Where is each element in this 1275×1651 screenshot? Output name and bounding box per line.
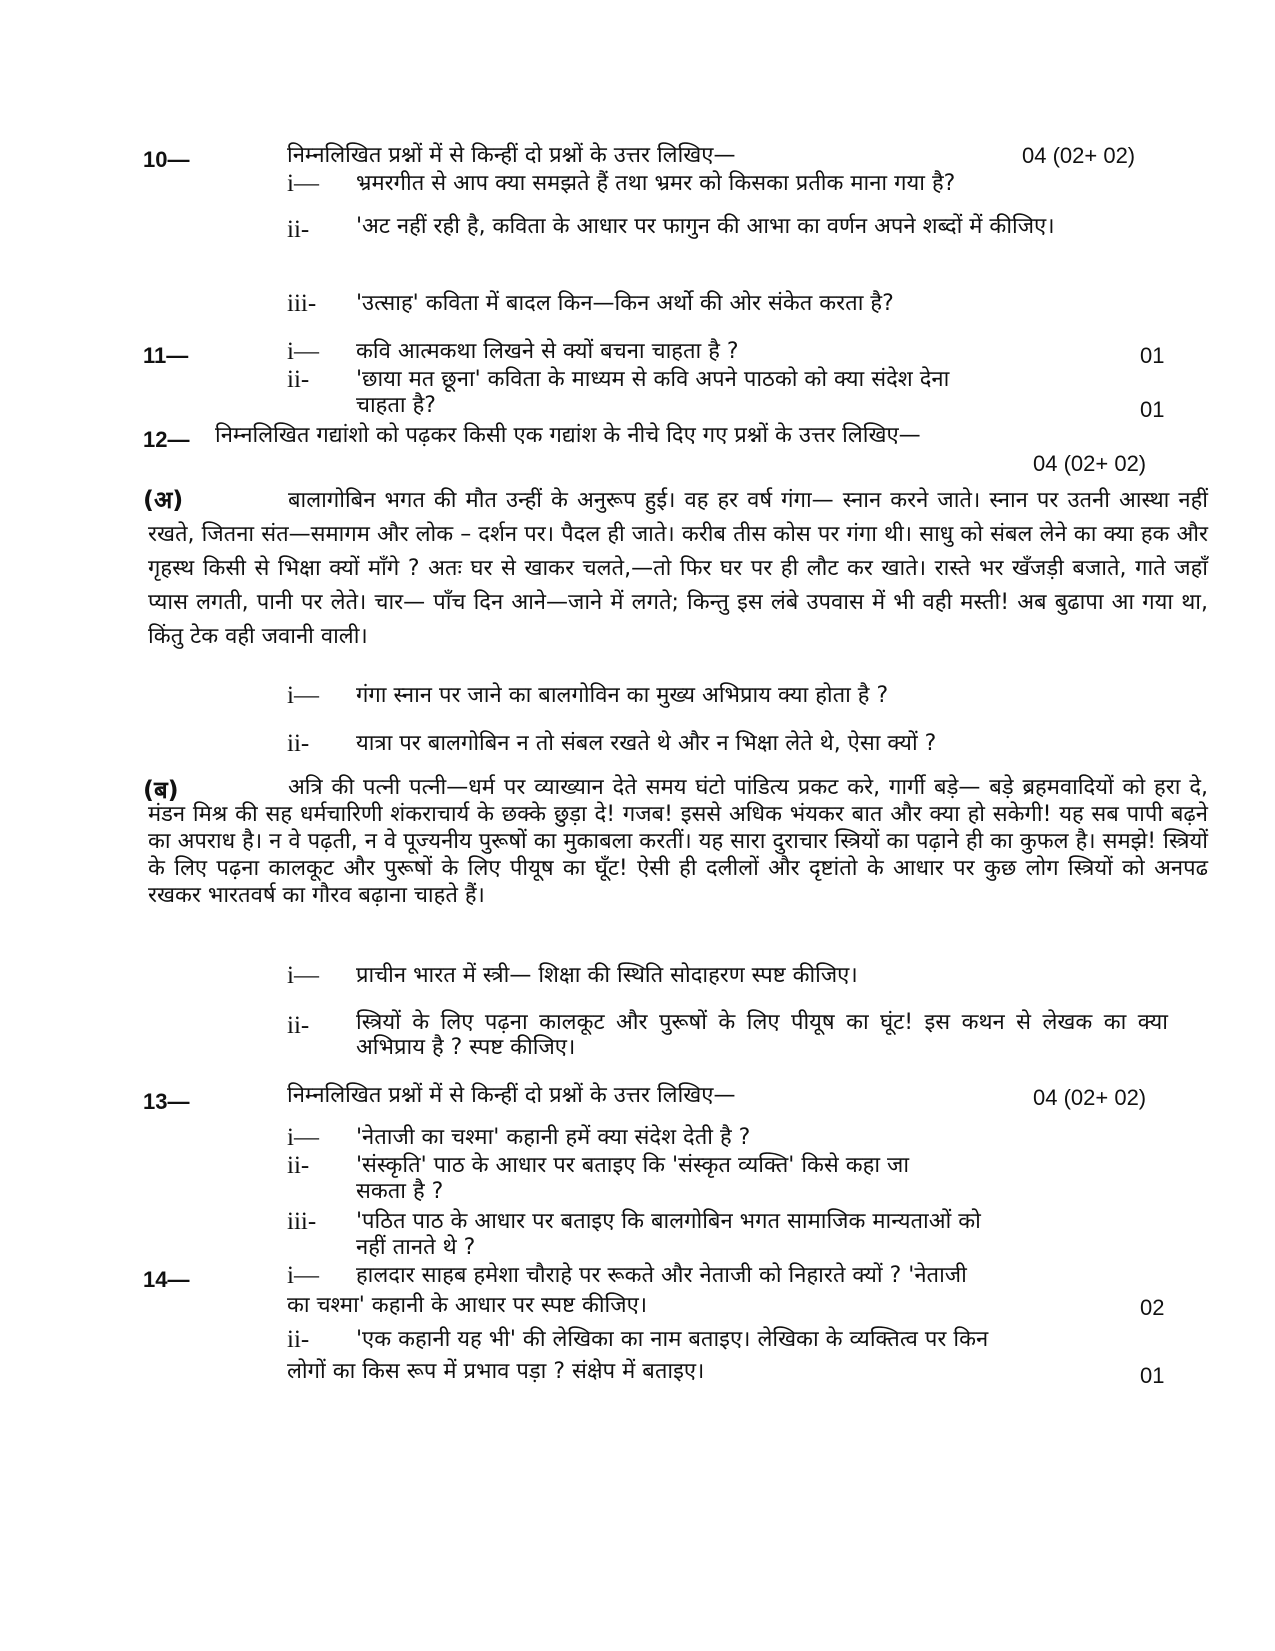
q13-ii-num: ii- <box>287 1152 310 1179</box>
passage-a-text: बालागोबिन भगत की मौत उन्हीं के अनुरूप हुई। वह हर वर्ष गंगा— स्नान करने जाते। स्नान पर उतनी आस्था नहीं रखते, जितना संत—समागम और लोक – दर्शन पर। पैदल ही जाते। करीब तीस कोस पर गंगा थी। साधु को संबल लेने का क्या हक और गृहस्थ किसी से भिक्षा क्यों माँगे ? अतः घर से खाकर चलते,—तो फिर घर पर ही लौट कर खाते। रास्ते भर खँजड़ी बजाते, गाते जहाँ प्यास लगती, पानी पर लेते। चार— पाँच दिन आने—जाने में लगते; किन्तु इस लंबे उपवास में भी वही मस्ती! अब बुढापा आ गया था, किंतु टेक वही जवानी वाली। <box>148 488 1208 649</box>
passage-b-i-text: प्राचीन भारत में स्त्री— शिक्षा की स्थिति सोदाहरण स्पष्ट कीजिए। <box>356 963 858 988</box>
q11-ii-text-line2: चाहता है? <box>356 393 436 418</box>
q14-i-text-line2: का चश्मा' कहानी के आधार पर स्पष्ट कीजिए। <box>287 1293 648 1318</box>
q10-number: 10— <box>143 147 190 172</box>
q12-number: 12— <box>143 427 190 452</box>
q10-i-num: i— <box>287 170 319 197</box>
q13-i-text: 'नेताजी का चश्मा' कहानी हमें क्या संदेश देती है ? <box>356 1125 751 1150</box>
q13-number: 13— <box>143 1089 190 1114</box>
q11-number: 11— <box>143 343 189 368</box>
passage-a-i-text: गंगा स्नान पर जाने का बालगोविन का मुख्य अभिप्राय क्या होता है ? <box>356 683 889 708</box>
q12-instruction: निम्नलिखित गद्यांशो को पढ़कर किसी एक गद्यांश के नीचे दिए गए प्रश्नों के उत्तर लिखिए— <box>215 423 921 448</box>
q14-ii-text-line2: लोगों का किस रूप में प्रभाव पड़ा ? संक्षेप में बताइए। <box>287 1359 705 1384</box>
q10-ii-num: ii- <box>287 216 310 243</box>
q14-ii-text-line1: 'एक कहानी यह भी' की लेखिका का नाम बताइए। लेखिका के व्यक्तित्व पर किन <box>356 1327 989 1352</box>
q10-marks: 04 (02+ 02) <box>1022 143 1136 168</box>
q12-marks: 04 (02+ 02) <box>1033 451 1147 476</box>
passage-b-text: अत्रि की पत्नी पत्नी—धर्म पर व्याख्यान देते समय घंटो पांडित्य प्रकट करे, गार्गी बड़े— बड़े ब्रहमवादियों को हरा दे, मंडन मिश्र की सह धर्मचारिणी शंकराचार्य के छक्के छुड़ा दे! गजब! इससे अधिक भंयकर बात और क्या हो सकेगी! यह सब पापी बढ़ने का अपराध है। न वे पढ़ती, न वे पूज्यनीय पुरूषों का मुकाबला करतीं। यह सारा दुराचार स्त्रियों का पढ़ाने ही का कुफल है। समझे! स्त्रियों के लिए पढ़ना कालकूट और पुरूषों के लिए पीयूष का घूँट! ऐसी ही दलीलों और दृष्टांतो के आधार पर कुछ लोग स्त्रियों को अनपढ रखकर भारतवर्ष का गौरव बढ़ाना चाहते हैं। <box>148 775 1208 908</box>
q13-iii-text-line2: नहीं तानते थे ? <box>356 1235 476 1260</box>
passage-b-ii-text: स्त्रियों के लिए पढ़ना कालकूट और पुरूषों के लिए पीयूष का घूंट! इस कथन से लेखक का क्या अभिप्राय है ? स्पष्ट कीजिए। <box>356 1010 1168 1060</box>
q10-iii-text: 'उत्साह' कविता में बादल किन—किन अर्थो की ओर संकेत करता है? <box>356 291 894 316</box>
q11-i-num: i— <box>287 338 319 365</box>
q13-instruction: निम्नलिखित प्रश्नों में से किन्हीं दो प्रश्नों के उत्तर लिखिए— <box>287 1083 736 1108</box>
q13-i-num: i— <box>287 1124 319 1151</box>
passage-a-ii-num: ii- <box>287 730 310 757</box>
q11-ii-text-line1: 'छाया मत छूना' कविता के माध्यम से कवि अपने पाठको को क्या संदेश देना <box>356 367 950 392</box>
q11-ii-num: ii- <box>287 366 310 393</box>
q14-i-num: i— <box>287 1262 319 1289</box>
q13-iii-num: iii- <box>287 1208 317 1235</box>
q10-ii-text: 'अट नहीं रही है, कविता के आधार पर फागुन की आभा का वर्णन अपने शब्दों में कीजिए। <box>356 214 1055 239</box>
q14-ii-marks: 01 <box>1140 1363 1165 1388</box>
passage-a-ii-text: यात्रा पर बालगोबिन न तो संबल रखते थे और न भिक्षा लेते थे, ऐसा क्यों ? <box>356 731 937 756</box>
q14-ii-num: ii- <box>287 1326 310 1353</box>
q11-i-text: कवि आत्मकथा लिखने से क्यों बचना चाहता है ? <box>356 339 739 364</box>
q13-ii-text-line1: 'संस्कृति' पाठ के आधार पर बताइए कि 'संस्कृत व्यक्ति' किसे कहा जा <box>356 1153 910 1178</box>
q14-i-marks: 02 <box>1140 1295 1165 1320</box>
passage-b-i-num: i— <box>287 962 319 989</box>
q10-iii-num: iii- <box>287 290 317 317</box>
q11-ii-marks: 01 <box>1140 397 1165 422</box>
passage-b-ii-num: ii- <box>287 1012 310 1039</box>
q10-instruction: निम्नलिखित प्रश्नों में से किन्हीं दो प्रश्नों के उत्तर लिखिए— <box>287 143 736 168</box>
q14-i-text-line1: हालदार साहब हमेशा चौराहे पर रूकते और नेताजी को निहारते क्यों ? 'नेताजी <box>356 1263 967 1288</box>
q13-iii-text-line1: 'पठित पाठ के आधार पर बताइए कि बालगोबिन भगत सामाजिक मान्यताओं को <box>356 1209 981 1234</box>
q11-i-marks: 01 <box>1140 343 1165 368</box>
passage-b-label: (ब) <box>143 776 179 804</box>
q13-ii-text-line2: सकता है ? <box>356 1179 444 1204</box>
passage-a-i-num: i— <box>287 682 319 709</box>
q13-marks: 04 (02+ 02) <box>1033 1085 1147 1110</box>
q14-number: 14— <box>143 1267 190 1292</box>
q10-i-text: भ्रमरगीत से आप क्या समझते हैं तथा भ्रमर को किसका प्रतीक माना गया है? <box>356 171 956 196</box>
passage-a-label: (अ) <box>143 486 184 514</box>
